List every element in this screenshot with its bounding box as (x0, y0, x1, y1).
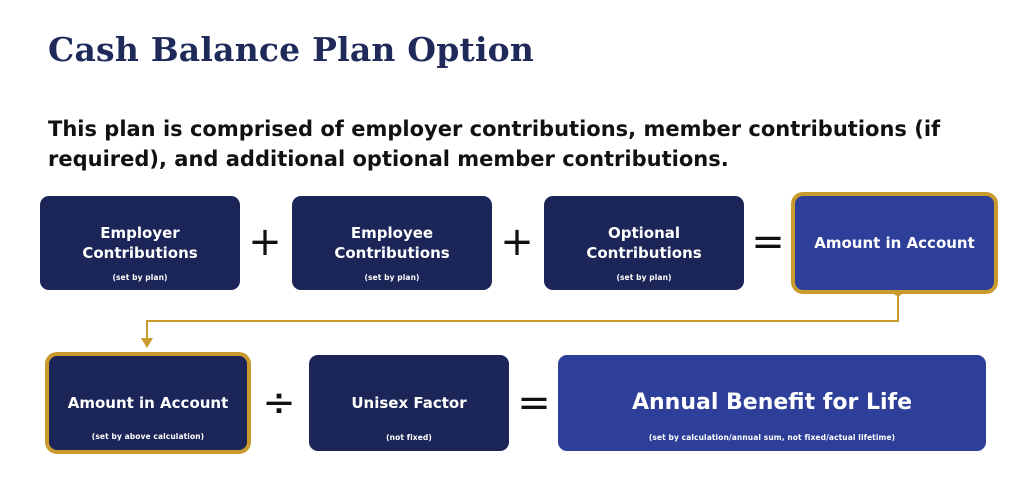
employee-label-line2: Contributions (334, 244, 450, 262)
amount-in-account-result-box (791, 192, 998, 294)
plus-operator-2: + (500, 219, 534, 265)
employer-note: (set by plan) (112, 273, 168, 282)
employer-label-line1: Employer (100, 224, 180, 242)
employee-label-line1: Employee (350, 224, 434, 242)
intro-text: This plan is comprised of employer contributions, member contributions (if required), and additional optional member contributions. (48, 117, 941, 171)
employer-label-line2: Contributions (82, 244, 198, 262)
optional-label-line2: Contributions (586, 244, 702, 262)
annual-benefit-note: (set by calculation/annual sum, not fixed/actual lifetime) (648, 433, 896, 442)
divide-operator: ÷ (262, 380, 296, 426)
connector-arrowhead (141, 338, 153, 348)
amount-result-label: Amount in Account (814, 234, 975, 252)
annual-benefit-box (558, 355, 986, 451)
unisex-label: Unisex Factor (351, 394, 467, 412)
plus-operator-1: + (248, 219, 282, 265)
amount-in-account-input-box (45, 352, 251, 454)
optional-note: (set by plan) (616, 273, 672, 282)
equals-operator-2: = (517, 380, 551, 426)
employee-contributions-box (292, 196, 492, 290)
optional-label-line1: Optional (607, 224, 681, 242)
amount-input-note: (set by above calculation) (91, 432, 205, 441)
unisex-note: (not fixed) (386, 433, 432, 442)
employer-contributions-box (40, 196, 240, 290)
annual-benefit-label: Annual Benefit for Life (631, 390, 913, 415)
optional-contributions-box (544, 196, 744, 290)
amount-input-label: Amount in Account (67, 394, 229, 412)
page-title: Cash Balance Plan Option (48, 30, 535, 69)
equals-operator-1: = (751, 219, 785, 265)
employee-note: (set by plan) (364, 273, 420, 282)
unisex-factor-box (309, 355, 509, 451)
